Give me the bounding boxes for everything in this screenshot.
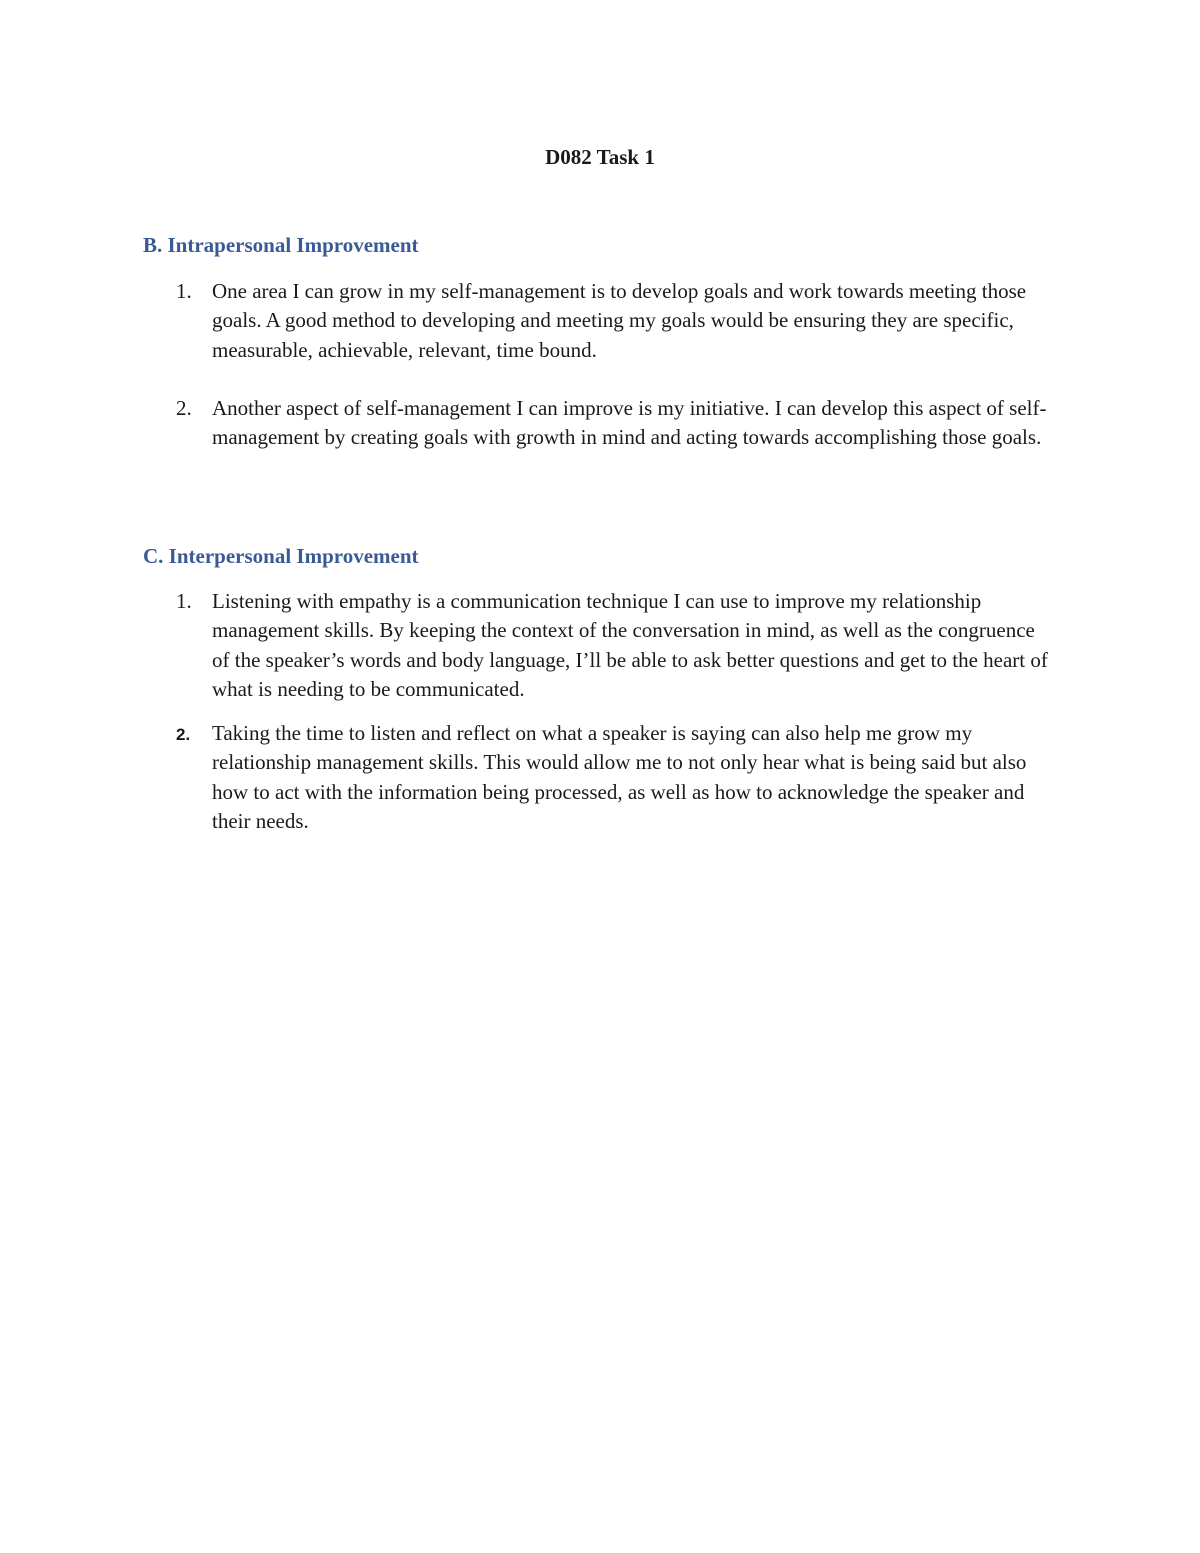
section-heading-interpersonal: C. Interpersonal Improvement [143,544,419,568]
list-item-number: 1. [176,279,192,303]
list-item-text: Taking the time to listen and reflect on what a speaker is saying can also help me grow my relationship management skills. This would allow me to not only hear what is being said but also how to act with the information being processed, as well as how to acknowledge the speaker and their needs. [212,721,1027,833]
list-item-text: One area I can grow in my self-management is to develop goals and work towards meeting those goals. A good method to developing and meeting my goals would be ensuring they are specific, measurable, achievable, relevant, time bound. [212,279,1027,362]
document-title: D082 Task 1 [545,145,655,169]
list-item [176,394,1056,453]
list-item-number: 2. [176,396,192,420]
list-item-number: 2. [176,725,191,744]
list-item-text: Listening with empathy is a communication technique I can use to improve my relationship management skills. By keeping the context of the conversation in mind, as well as the congruence of the speaker’s words and body language, I’ll be able to ask better questions and get to the heart of what is needing to be communicated. [212,589,1048,701]
list-item [176,719,1056,836]
list-item-text: Another aspect of self-management I can improve is my initiative. I can develop this aspect of self-management by creating goals with growth in mind and acting towards accomplishing those goals. [212,396,1047,450]
list-item [176,277,1056,365]
section-heading-intrapersonal: B. Intrapersonal Improvement [143,233,419,257]
list-item [176,587,1056,704]
list-item-number: 1. [176,589,192,613]
